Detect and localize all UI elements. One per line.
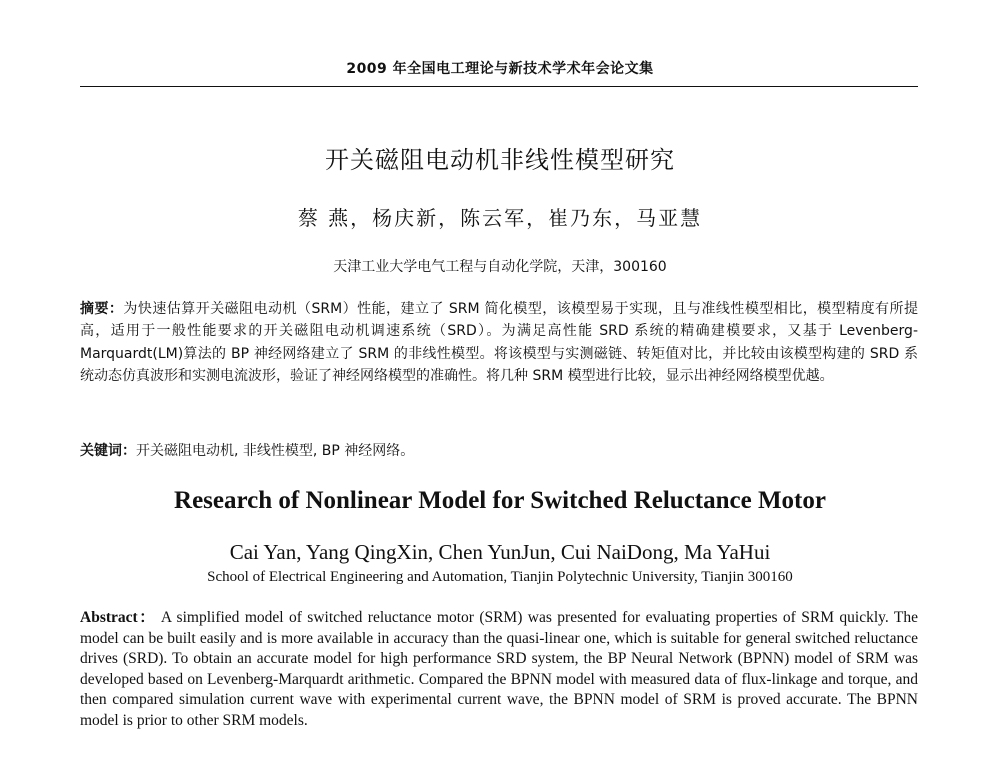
english-affiliation: School of Electrical Engineering and Automation, Tianjin Polytechnic University, Tianjin 300160 — [207, 569, 793, 585]
english-abstract-label: Abstract： — [80, 609, 157, 626]
header-rule — [80, 86, 918, 87]
running-header: 2009 年全国电工理论与新技术学术年会论文集 — [346, 61, 654, 77]
chinese-abstract-text: 为快速估算开关磁阻电动机（SRM）性能，建立了 SRM 简化模型，该模型易于实现，且与准线性模型相比，模型精度有所提高，适用于一般性能要求的开关磁阻电动机调速系统（SRD）。为满足高性能 SRD 系统的精确建模要求，又基于 Levenberg-Marquardt(LM)算法的 BP 神经网络建立了 SRM 的非线性模型。将该模型与实测磁链、转矩值对比，并比较由该模型构建的 SRD 系统动态仿真波形和实测电流波形，验证了神经网络模型的准确性。将几种 SRM 模型进行比较，显示出神经网络模型优越。 — [80, 301, 918, 384]
chinese-abstract — [80, 298, 918, 387]
chinese-title: 开关磁阻电动机非线性模型研究 — [325, 146, 675, 174]
chinese-affiliation: 天津工业大学电气工程与自动化学院，天津，300160 — [333, 259, 667, 275]
english-title: Research of Nonlinear Model for Switched Reluctance Motor — [174, 487, 826, 514]
english-abstract-text: A simplified model of switched reluctance motor (SRM) was presented for evaluating properties of SRM quickly. The model can be built easily and is more available in accuracy than the quasi-linear one, which is suitable for general switched reluctance drives (SRD). To obtain an accurate model for high performance SRD system, the BP Neural Network (BPNN) model of SRM was developed based on Levenberg-Marquardt arithmetic. Compared the BPNN model with measured data of flux-linkage and torque, and then compared simulation current wave with experimental current wave, the BPNN model of SRM is proved accurate. The BPNN model is prior to other SRM models. — [80, 609, 918, 729]
chinese-keywords-text: 开关磁阻电动机, 非线性模型, BP 神经网络。 — [136, 443, 415, 459]
chinese-keywords-label: 关键词： — [80, 443, 136, 459]
chinese-keywords — [80, 440, 918, 460]
english-abstract — [80, 608, 918, 731]
chinese-authors: 蔡 燕，杨庆新，陈云军，崔乃东，马亚慧 — [297, 206, 703, 230]
english-authors: Cai Yan, Yang QingXin, Chen YunJun, Cui NaiDong, Ma YaHui — [229, 540, 771, 564]
chinese-abstract-label: 摘要： — [80, 301, 124, 317]
